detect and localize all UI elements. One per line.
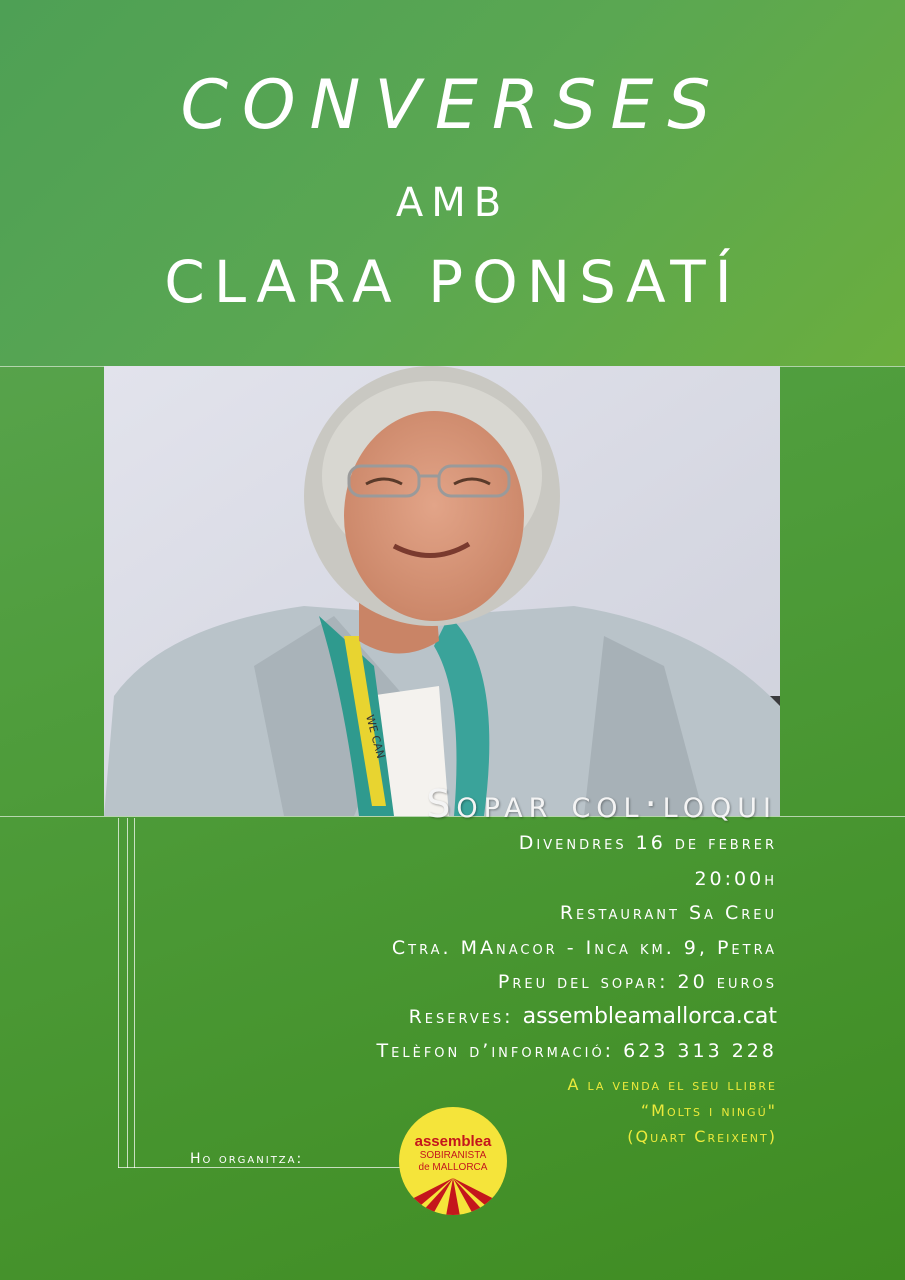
title-name: CLARA PONSATÍ bbox=[164, 248, 741, 316]
organizer-label: Ho organitza: bbox=[190, 1151, 304, 1167]
book-promo-line1: A la venda el seu llibre bbox=[567, 1075, 777, 1094]
assemblea-logo bbox=[398, 1106, 508, 1216]
event-date: Divendres 16 de febrer bbox=[518, 832, 777, 854]
title-amb: AMB bbox=[395, 180, 510, 226]
logo-text-sobiranista: SOBIRANISTA bbox=[419, 1150, 487, 1161]
reservations-label: Reserves: bbox=[408, 1006, 514, 1028]
lanyard-text: WE CAN bbox=[363, 713, 388, 761]
decor-line-2 bbox=[127, 818, 128, 1168]
organizer-underline bbox=[118, 1167, 400, 1168]
decor-line-3 bbox=[134, 818, 135, 1168]
logo-text-mallorca: de MALLORCA bbox=[418, 1162, 488, 1173]
event-address: Ctra. MAnacor - Inca km. 9, Petra bbox=[391, 937, 777, 959]
book-publisher: (Quart Creixent) bbox=[627, 1127, 777, 1146]
event-subtitle: Sopar col·loqui bbox=[426, 782, 777, 826]
decor-line-1 bbox=[118, 818, 119, 1168]
reservations-link[interactable]: assembleamallorca.cat bbox=[522, 1004, 777, 1029]
event-phone: Telèfon d’informació: 623 313 228 bbox=[376, 1040, 777, 1062]
logo-text-assemblea: assemblea bbox=[414, 1133, 492, 1150]
event-price: Preu del sopar: 20 euros bbox=[497, 971, 777, 993]
speaker-photo bbox=[104, 366, 780, 816]
event-venue: Restaurant Sa Creu bbox=[559, 902, 777, 924]
book-title: “Molts i ningú" bbox=[640, 1101, 777, 1120]
title-conversa: CONVERSES bbox=[180, 66, 725, 145]
event-time: 20:00h bbox=[694, 868, 777, 890]
event-reservations bbox=[409, 1004, 777, 1029]
